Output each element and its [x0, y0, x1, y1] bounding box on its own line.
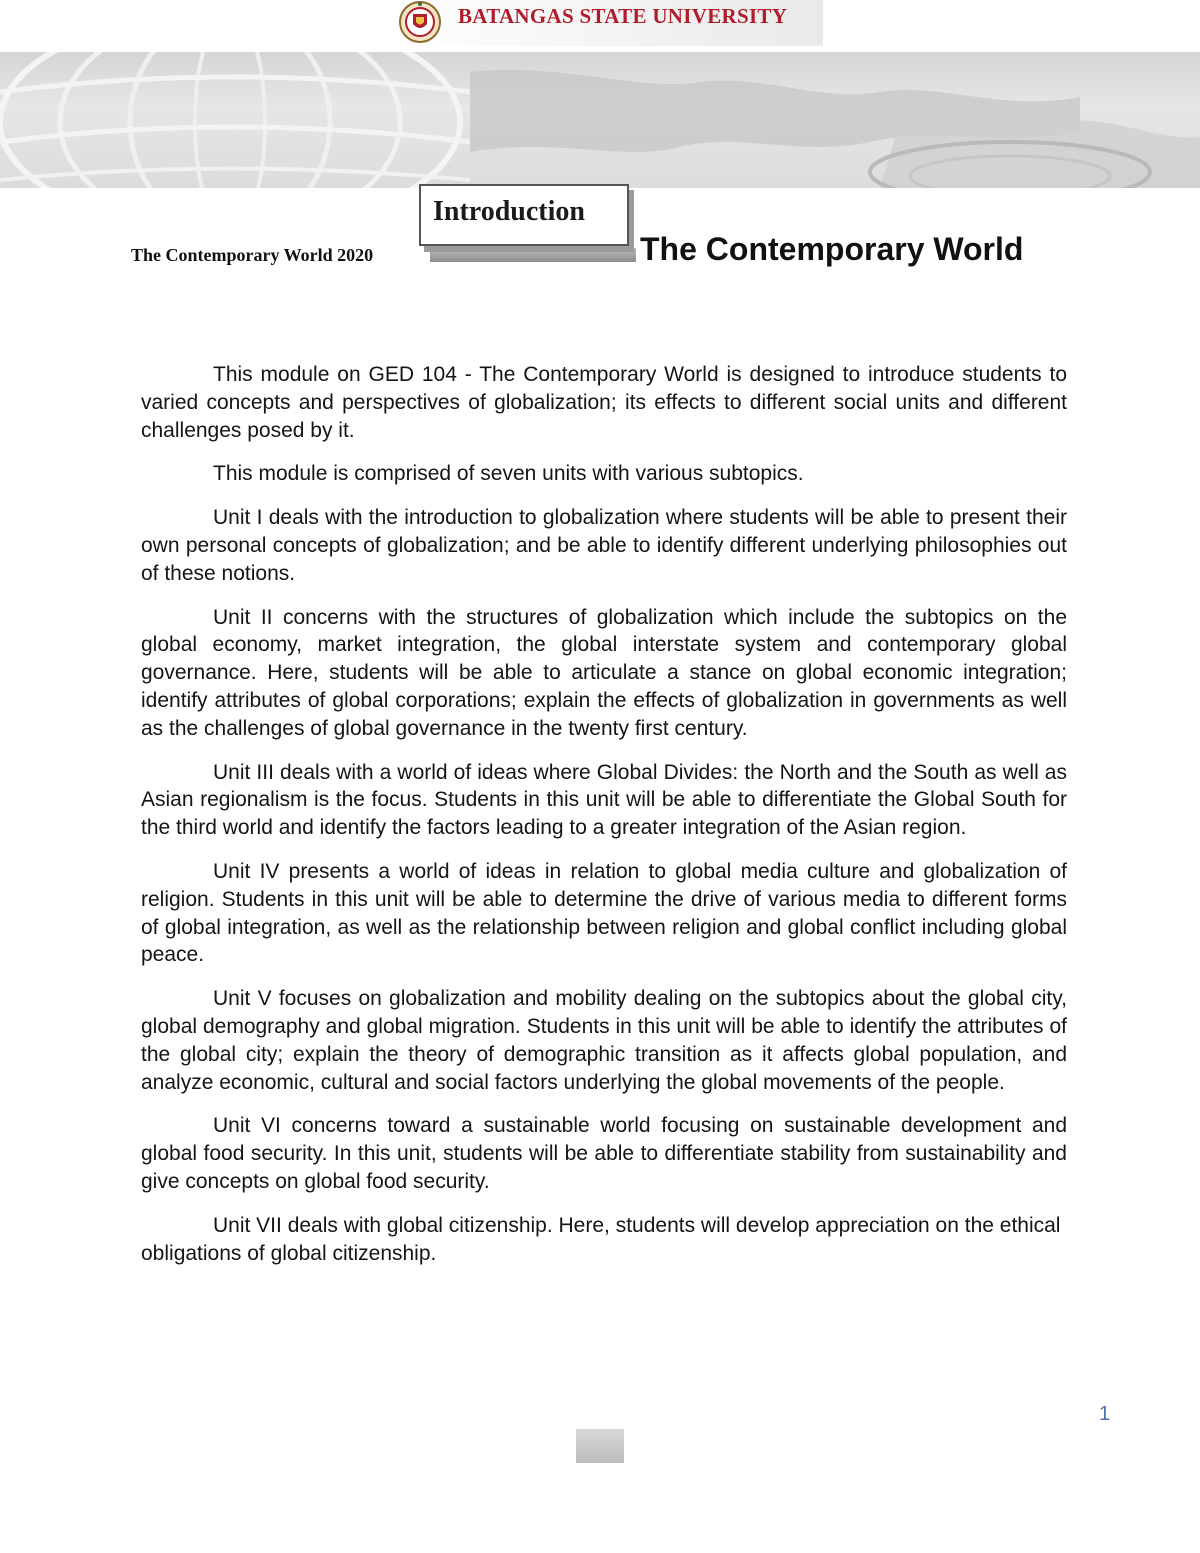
section-label-rule [430, 248, 636, 262]
university-name: BATANGAS STATE UNIVERSITY [458, 4, 788, 28]
document-body [141, 361, 1067, 1283]
paragraph-unit-7: Unit VII deals with global citizenship. Here, students will develop appreciation on the ethical obligations of global citizenship. [141, 1213, 1061, 1265]
page-number: 1 [1099, 1403, 1111, 1425]
globe-banner [0, 52, 1200, 188]
university-seal-icon [397, 0, 443, 44]
section-label-box [419, 184, 629, 246]
paragraph-unit-6: Unit VI concerns toward a sustainable world focusing on sustainable development and global food security. In this unit, students will be able to differentiate stability from sustainability and give concepts on global food security. [141, 1114, 1067, 1193]
running-header-right: The Contemporary World [640, 231, 1024, 267]
paragraph-unit-3: Unit III deals with a world of ideas where Global Divides: the North and the South as well as Asian regionalism is the focus. Students in this unit will be able to differentiate the Global South for the third world and identify the factors leading to a greater integration of the Asian region. [141, 760, 1067, 840]
footer-decoration [576, 1429, 624, 1463]
paragraph-overview: This module is comprised of seven units with various subtopics. [213, 462, 804, 486]
paragraph-unit-2: Unit II concerns with the structures of globalization which include the subtopics on the global economy, market integration, the global interstate system and contemporary global governance. Here, students will be able to articulate a stance on global economic integration; identify attributes of global corporations; explain the effects of globalization in governments as well as the challenges of global governance in the twenty first century. [141, 605, 1067, 740]
paragraph-unit-1: Unit I deals with the introduction to globalization where students will be able to present their own personal concepts of globalization; and be able to identify different underlying philosophies out of these notions. [141, 506, 1067, 585]
paragraph-unit-5: Unit V focuses on globalization and mobility dealing on the subtopics about the global city, global demography and global migration. Students in this unit will be able to identify the attributes of the global city; explain the theory of demographic transition as it affects global population, and analyze economic, cultural and social factors underlying the global movements of the people. [141, 987, 1067, 1094]
paragraph-intro: This module on GED 104 - The Contemporary World is designed to introduce students to varied concepts and perspectives of globalization; its effects to different social units and different challenges posed by it. [141, 363, 1067, 442]
paragraph-unit-4: Unit IV presents a world of ideas in relation to global media culture and globalization of religion. Students in this unit will be able to determine the drive of various media to different forms of global integration, as well as the relationship between religion and global conflict including global peace. [141, 859, 1067, 967]
section-label: Introduction [433, 196, 585, 227]
running-header-left: The Contemporary World 2020 [131, 245, 374, 265]
